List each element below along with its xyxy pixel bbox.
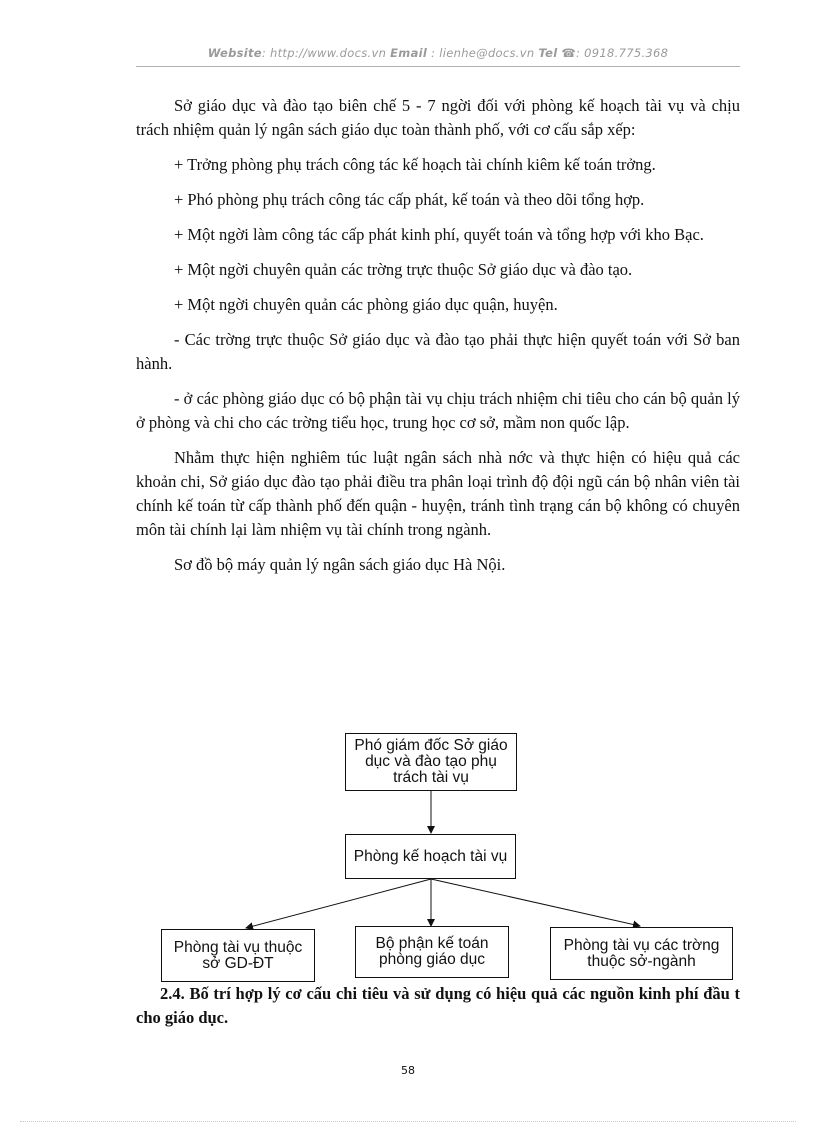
- org-box-deputy-director: Phó giám đốc Sở giáo dục và đào tạo phụ trách tài vụ: [345, 733, 517, 791]
- diagram-caption: Sơ đồ bộ máy quản lý ngân sách giáo dục Hà Nội.: [174, 555, 506, 574]
- email-value: : lienhe@docs.vn: [431, 46, 535, 60]
- paragraph: + Một ngời chuyên quản các phòng giáo dục quận, huyện.: [174, 295, 558, 314]
- tel-label: Tel: [538, 46, 558, 60]
- website-label: Website: [207, 46, 262, 60]
- paragraph: Nhằm thực hiện nghiêm túc luật ngân sách nhà nớc và thực hiện có hiệu quả các khoản chi, Sở giáo dục đào tạo phải điều tra phân loại trình độ đội ngũ cán bộ nhân viên tài chính kế toán từ cấp thành phố đến quận - huyện, tránh tình trạng cán bộ không có chuyên môn tài chính lại làm nhiệm vụ tài chính trong ngành.: [136, 448, 740, 539]
- connector-middle-to-left: [246, 879, 431, 928]
- paragraph: + Trởng phòng phụ trách công tác kế hoạch tài chính kiêm kế toán trởng.: [174, 155, 656, 174]
- paragraph: Sở giáo dục và đào tạo biên chế 5 - 7 ngời đối với phòng kế hoạch tài vụ và chịu trách nhiệm quản lý ngân sách giáo dục toàn thành phố, với cơ cấu sắp xếp:: [136, 96, 740, 139]
- email-label: Email: [390, 46, 428, 60]
- section-heading: 2.4. Bố trí hợp lý cơ cấu chi tiêu và sử dụng có hiệu quả các nguồn kinh phí đầu t cho giáo dục.: [136, 984, 740, 1027]
- org-box-school-finance: Phòng tài vụ các trờng thuộc sở-ngành: [550, 927, 733, 980]
- org-box-finance-dept-education: Phòng tài vụ thuộc sở GD-ĐT: [161, 929, 315, 982]
- phone-icon: ☎: [561, 46, 577, 60]
- paragraph: + Một ngời làm công tác cấp phát kinh phí, quyết toán và tổng hợp với kho Bạc.: [174, 225, 704, 244]
- tel-value: : 0918.775.368: [576, 46, 669, 60]
- connector-middle-to-right: [431, 879, 640, 926]
- footer-divider: [20, 1121, 796, 1122]
- paragraph: + Một ngời chuyên quản các trờng trực thuộc Sở giáo dục và đào tạo.: [174, 260, 633, 279]
- paragraph: - Các trờng trực thuộc Sở giáo dục và đào tạo phải thực hiện quyết toán với Sở ban hành.: [136, 330, 740, 373]
- paragraph: - ở các phòng giáo dục có bộ phận tài vụ chịu trách nhiệm chi tiêu cho cán bộ quản lý ở phòng và chi cho các trờng tiểu học, trung học cơ sở, mầm non quốc lập.: [136, 389, 740, 432]
- website-value: : http://www.docs.vn: [261, 46, 387, 60]
- page-number: 58: [401, 1064, 415, 1077]
- org-box-accounting-unit: Bộ phận kế toán phòng giáo dục: [355, 926, 509, 978]
- org-box-planning-finance-dept: Phòng kế hoạch tài vụ: [345, 834, 516, 879]
- paragraph: + Phó phòng phụ trách công tác cấp phát, kế toán và theo dõi tổng hợp.: [174, 190, 645, 209]
